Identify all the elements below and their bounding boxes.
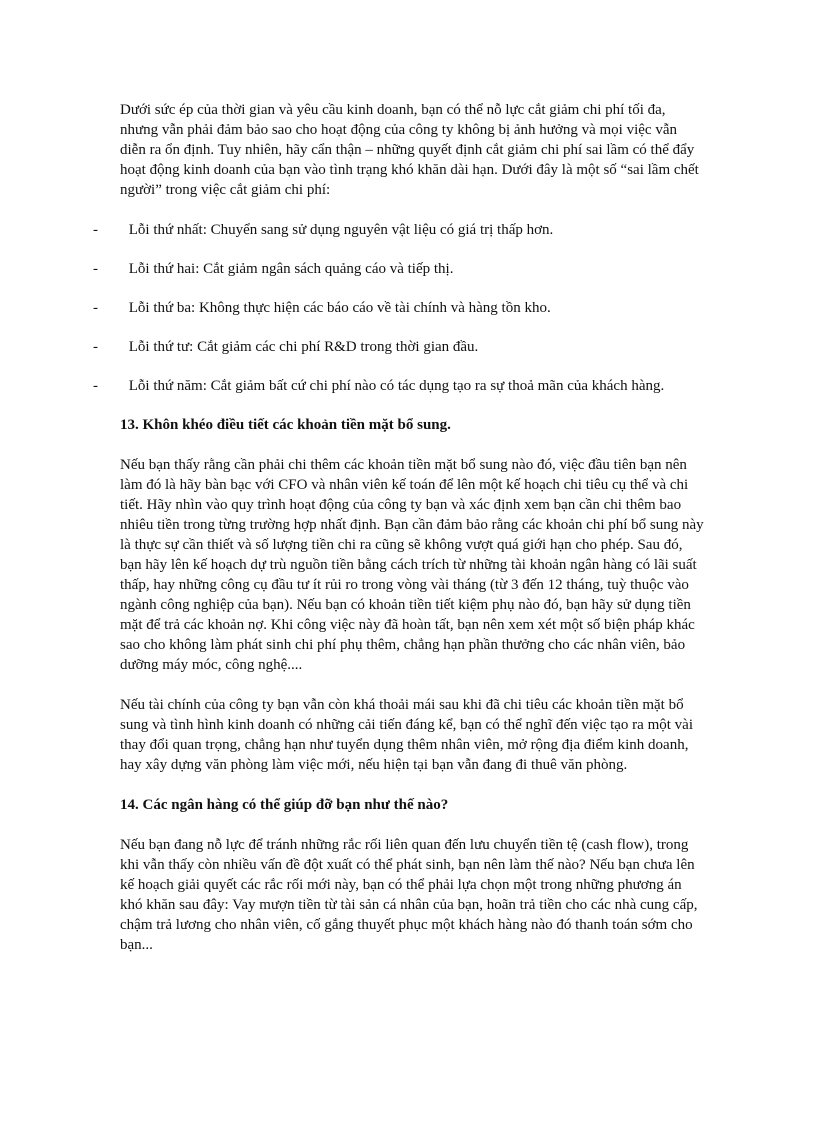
list-item bbox=[93, 259, 705, 279]
bullet-dash: - bbox=[93, 378, 98, 394]
list-item bbox=[93, 298, 705, 318]
list-item bbox=[93, 220, 705, 240]
section-14-heading: 14. Các ngân hàng có thể giúp đỡ bạn như thế nào? bbox=[120, 797, 449, 813]
list-item bbox=[93, 337, 705, 357]
section-14-paragraph-1: Nếu bạn đang nỗ lực để tránh những rắc rối liên quan đến lưu chuyển tiền tệ (cash flow), trong khi vẫn thấy còn nhiều vấn đề đột xuất có thể phát sinh, bạn nên làm thế nào? Nếu bạn chưa lên kế hoạch giải quyết các rắc rối mới này, bạn có thể phải lựa chọn một trong những phương án khó khăn sau đây: Vay mượn tiền từ tài sản cá nhân của bạn, hoãn trả tiền cho các nhà cung cấp, chậm trả lương cho nhân viên, cố gắng thuyết phục một khách hàng nào đó thanh toán sớm cho bạn... bbox=[120, 837, 698, 953]
bullet-dash: - bbox=[93, 222, 98, 238]
document-body bbox=[93, 100, 705, 975]
list-item-text: Lỗi thứ hai: Cắt giảm ngân sách quảng cáo và tiếp thị. bbox=[128, 261, 454, 277]
section-13-paragraph-1: Nếu bạn thấy rằng cần phải chi thêm các khoản tiền mặt bổ sung nào đó, việc đầu tiên bạn nên làm đó là hãy bàn bạc với CFO và nhân viên kế toán để lên một kế hoạch chi tiêu cụ thể và chi tiết. Hãy nhìn vào quy trình hoạt động của công ty bạn và xác định xem bạn cần chi thêm bao nhiêu tiền trong từng trường hợp nhất định. Bạn cần đảm bảo rằng các khoản chi phí bổ sung này là thực sự cần thiết và số lượng tiền chi ra cũng sẽ không vượt quá giới hạn cho phép. Sau đó, bạn hãy lên kế hoạch dự trù nguồn tiền bằng cách trích từ những tài khoản ngân hàng có lãi suất thấp, hay những công cụ đầu tư ít rủi ro trong vòng vài tháng (từ 3 đến 12 tháng, tuỳ thuộc vào ngành công nghiệp của bạn). Nếu bạn có khoản tiền tiết kiệm phụ nào đó, bạn hãy sử dụng tiền mặt để trả các khoản nợ. Khi công việc này đã hoàn tất, bạn nên xem xét một số biện pháp khác sao cho không làm phát sinh chi phí phụ thêm, chẳng hạn phần thưởng cho các nhân viên, bảo dưỡng máy móc, công nghệ.... bbox=[120, 457, 704, 673]
bullet-dash: - bbox=[93, 339, 98, 355]
list-item-text: Lỗi thứ nhất: Chuyển sang sử dụng nguyên vật liệu có giá trị thấp hơn. bbox=[128, 222, 554, 238]
list-item-text: Lỗi thứ năm: Cắt giảm bất cứ chi phí nào có tác dụng tạo ra sự thoả mãn của khách hàng. bbox=[128, 378, 665, 394]
bullet-dash: - bbox=[93, 300, 98, 316]
section-13-heading: 13. Khôn khéo điều tiết các khoản tiền mặt bổ sung. bbox=[120, 417, 451, 433]
mistakes-list bbox=[93, 220, 705, 396]
section-13-paragraph-2: Nếu tài chính của công ty bạn vẫn còn khá thoải mái sau khi đã chi tiêu các khoản tiền mặt bổ sung và tình hình kinh doanh có những cải tiến đáng kể, bạn có thể nghĩ đến việc tạo ra một vài thay đổi quan trọng, chẳng hạn như tuyển dụng thêm nhân viên, mở rộng địa điểm kinh doanh, hay xây dựng văn phòng làm việc mới, nếu hiện tại bạn vẫn đang đi thuê văn phòng. bbox=[120, 697, 693, 773]
list-item bbox=[93, 376, 705, 396]
list-item-text: Lỗi thứ tư: Cắt giảm các chi phí R&D trong thời gian đầu. bbox=[128, 339, 479, 355]
intro-paragraph: Dưới sức ép của thời gian và yêu cầu kinh doanh, bạn có thể nỗ lực cắt giảm chi phí tối đa, nhưng vẫn phải đảm bảo sao cho hoạt động của công ty không bị ảnh hưởng và mọi việc vẫn diễn ra ổn định. Tuy nhiên, hãy cẩn thận – những quyết định cắt giảm chi phí sai lầm có thể đẩy hoạt động kinh doanh của bạn vào tình trạng khó khăn dài hạn. Dưới đây là một số “sai lầm chết người” trong việc cắt giảm chi phí: bbox=[120, 102, 699, 198]
bullet-dash: - bbox=[93, 261, 98, 277]
list-item-text: Lỗi thứ ba: Không thực hiện các báo cáo về tài chính và hàng tồn kho. bbox=[128, 300, 551, 316]
